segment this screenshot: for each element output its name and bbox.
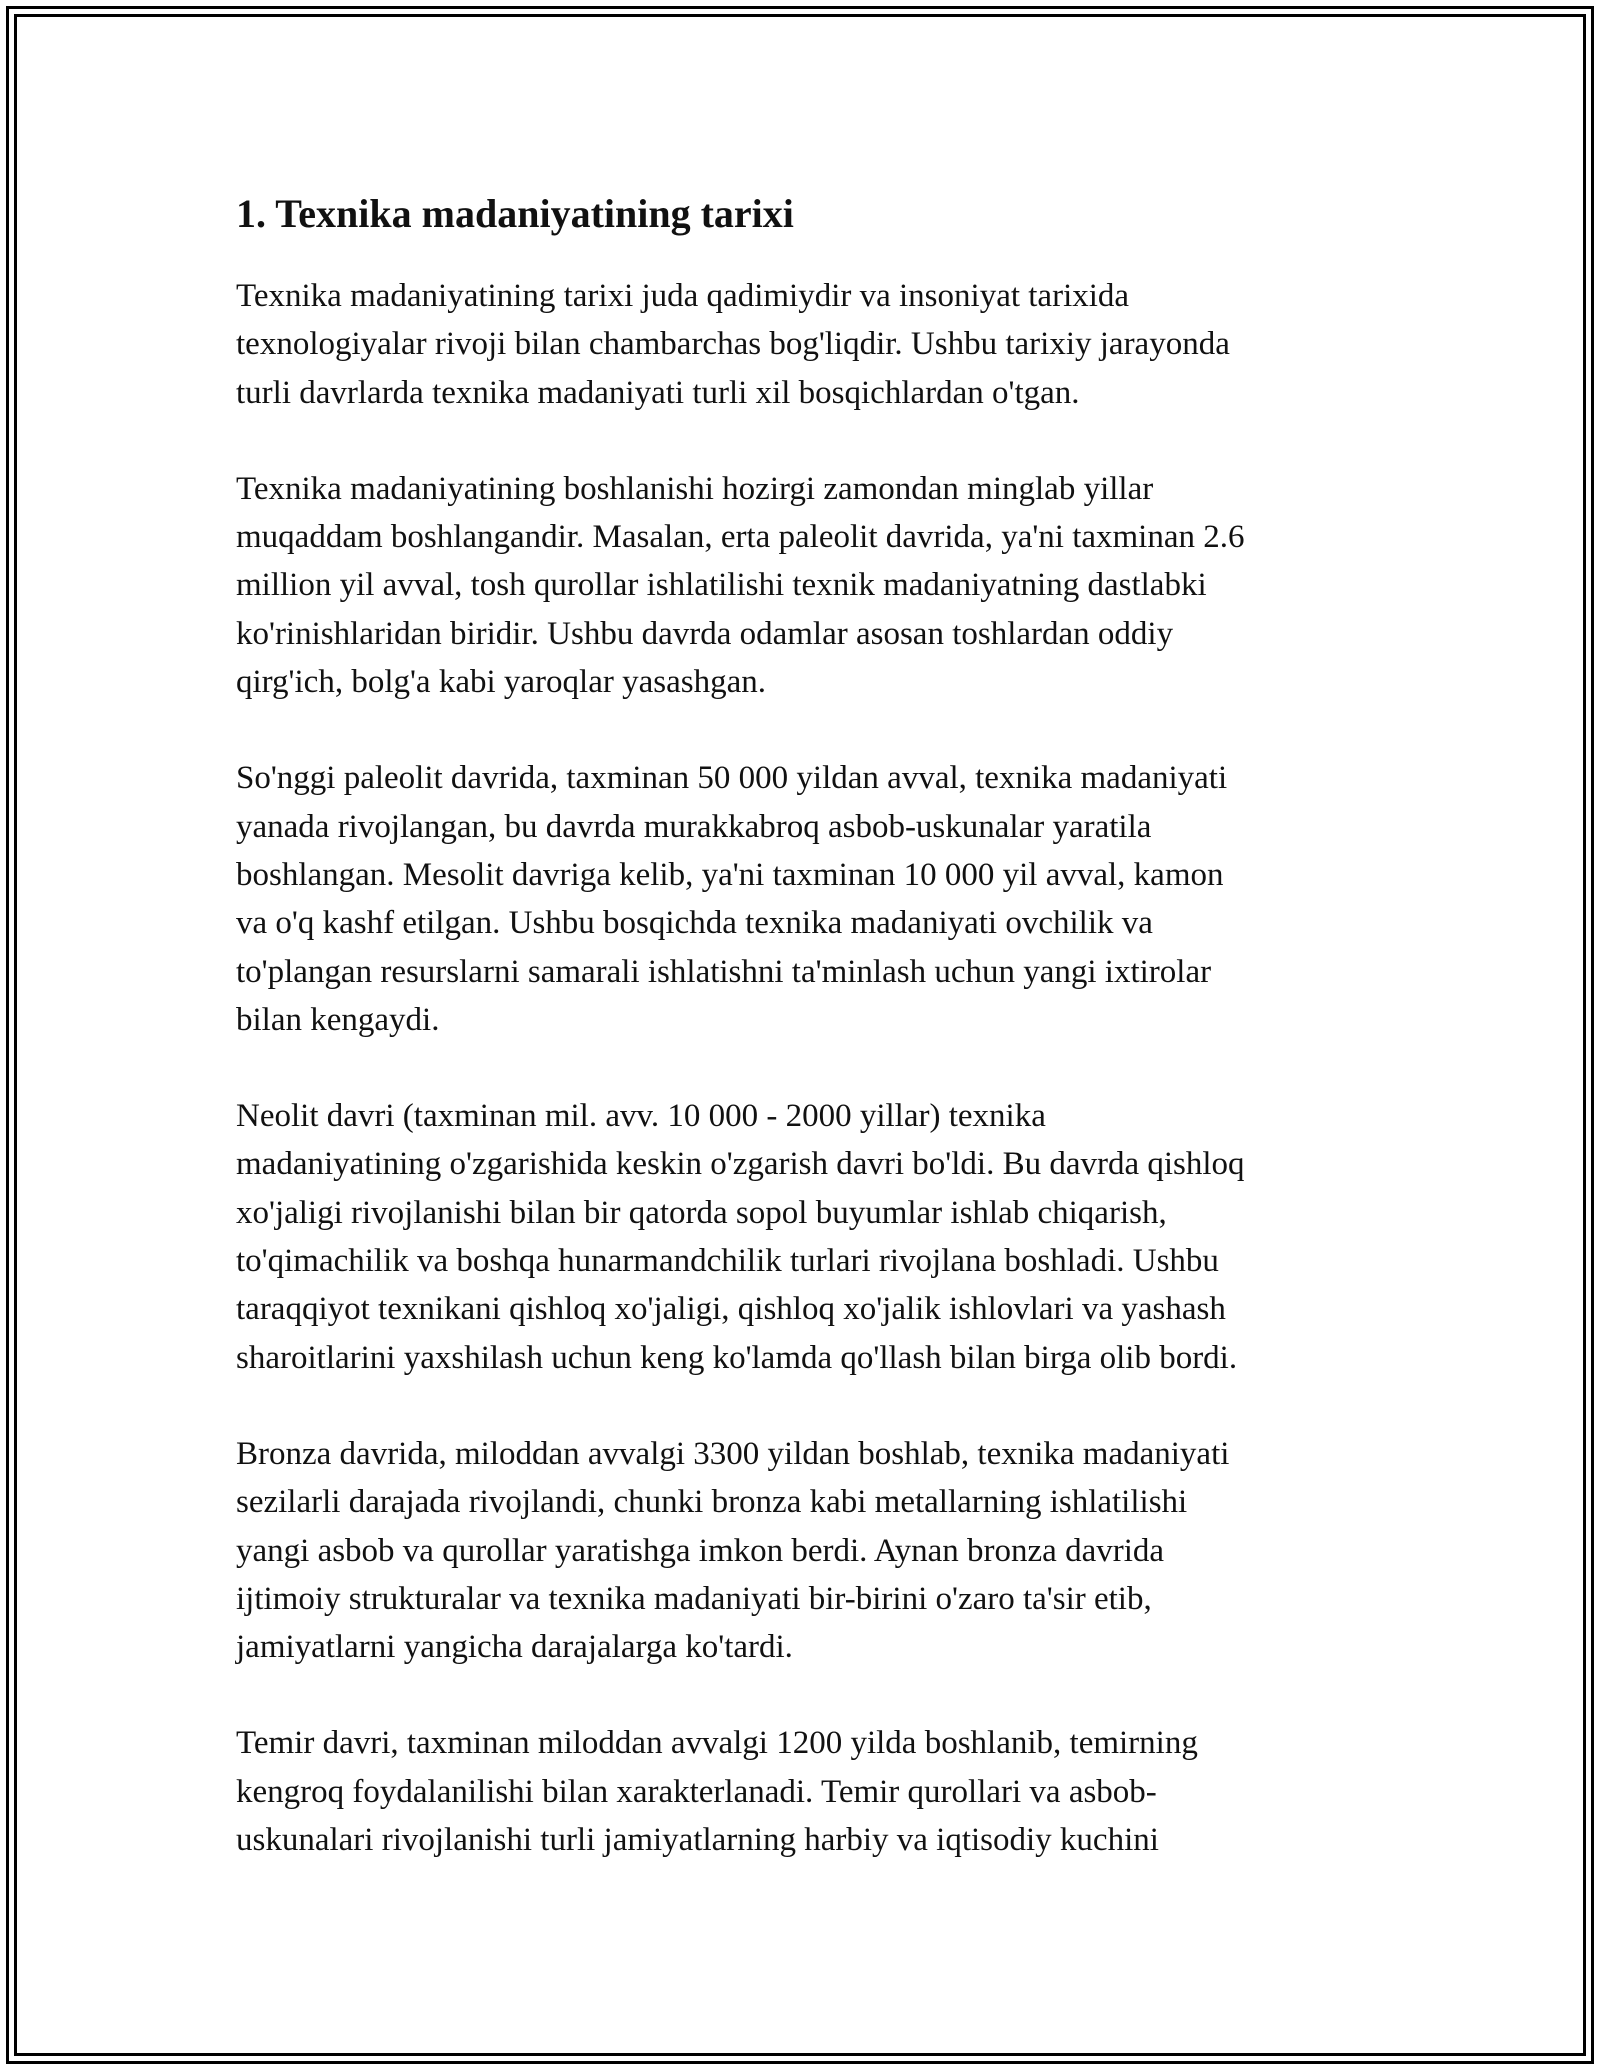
text-line: taraqqiyot texnikani qishloq xo'jaligi, qishloq xo'jalik ishlovlari va yashash — [236, 1291, 1226, 1328]
text-line: yangi asbob va qurollar yaratishga imkon berdi. Aynan bronza davrida — [236, 1532, 1165, 1569]
text-line: ijtimoiy strukturalar va texnika madaniyati bir-birini o'zaro ta'sir etib, — [236, 1580, 1152, 1617]
paragraph-5 — [236, 1430, 1386, 1671]
text-line: yanada rivojlangan, bu davrda murakkabroq asbob-uskunalar yaratila — [236, 808, 1152, 845]
text-line: Bronza davrida, miloddan avvalgi 3300 yildan boshlab, texnika madaniyati — [236, 1435, 1230, 1472]
text-line: texnologiyalar rivoji bilan chambarchas bog'liqdir. Ushbu tarixiy jarayonda — [236, 326, 1230, 363]
text-line: to'qimachilik va boshqa hunarmandchilik turlari rivojlana boshladi. Ushbu — [236, 1243, 1219, 1280]
section-heading: 1. Texnika madaniyatining tarixi — [236, 191, 794, 236]
text-line: xo'jaligi rivojlanishi bilan bir qatorda sopol buyumlar ishlab chiqarish, — [236, 1194, 1167, 1231]
paragraph-1 — [236, 272, 1386, 417]
text-line: qirg'ich, bolg'a kabi yaroqlar yasashgan. — [236, 664, 766, 701]
paragraph-4 — [236, 1092, 1386, 1382]
document-body — [236, 186, 1386, 1912]
text-line: Temir davri, taxminan miloddan avvalgi 1200 yilda boshlanib, temirning — [236, 1725, 1198, 1762]
text-line: Texnika madaniyatining tarixi juda qadimiydir va insoniyat tarixida — [236, 278, 1130, 314]
text-line: Neolit davri (taxminan mil. avv. 10 000 - 2000 yillar) texnika — [236, 1098, 1046, 1135]
paragraph-2 — [236, 465, 1386, 706]
text-line: uskunalari rivojlanishi turli jamiyatlarning harbiy va iqtisodiy kuchini — [236, 1822, 1159, 1859]
text-line: sharoitlarini yaxshilash uchun keng ko'lamda qo'llash bilan birga olib bordi. — [236, 1339, 1238, 1376]
paragraph-6 — [236, 1719, 1386, 1864]
text-line: madaniyatining o'zgarishida keskin o'zgarish davri bo'ldi. Bu davrda qishloq — [236, 1146, 1245, 1183]
text-line: kengroq foydalanilishi bilan xarakterlanadi. Temir qurollari va asbob- — [236, 1773, 1157, 1810]
text-line: ko'rinishlaridan biridir. Ushbu davrda odamlar asosan toshlardan oddiy — [236, 615, 1174, 652]
text-line: So'nggi paleolit davrida, taxminan 50 000 yildan avval, texnika madaniyati — [236, 760, 1228, 797]
text-line: bilan kengaydi. — [236, 1001, 440, 1038]
text-line: to'plangan resurslarni samarali ishlatishni ta'minlash uchun yangi ixtirolar — [236, 953, 1212, 990]
text-line: turli davrlarda texnika madaniyati turli xil bosqichlardan o'tgan. — [236, 374, 1080, 411]
text-line: sezilarli darajada rivojlandi, chunki bronza kabi metallarning ishlatilishi — [236, 1484, 1188, 1521]
text-line: va o'q kashf etilgan. Ushbu bosqichda texnika madaniyati ovchilik va — [236, 905, 1153, 942]
text-line: muqaddam boshlangandir. Masalan, erta paleolit davrida, ya'ni taxminan 2.6 — [236, 519, 1245, 556]
text-line: million yil avval, tosh qurollar ishlatilishi texnik madaniyatning dastlabki — [236, 567, 1207, 604]
text-line: boshlangan. Mesolit davriga kelib, ya'ni taxminan 10 000 yil avval, kamon — [236, 856, 1224, 893]
text-line: Texnika madaniyatining boshlanishi hozirgi zamondan minglab yillar — [236, 470, 1154, 507]
text-line: jamiyatlarni yangicha darajalarga ko'tardi. — [236, 1629, 793, 1666]
paragraph-3 — [236, 754, 1386, 1044]
